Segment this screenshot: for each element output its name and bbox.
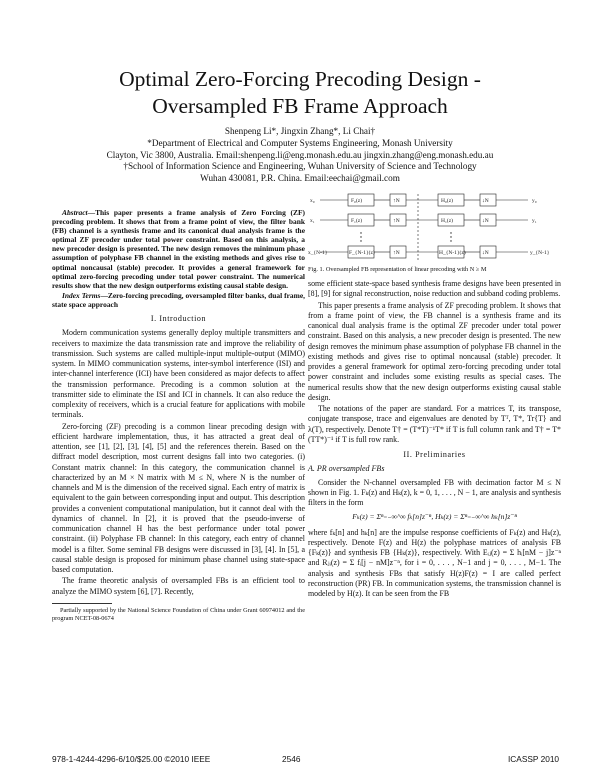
label-input-n: x_{N-1} [308, 250, 328, 256]
title-line-2: Oversampled FB Frame Approach [152, 94, 448, 118]
abstract [52, 208, 305, 290]
keywords-text: —Zero-forcing precoding, oversampled filter banks, dual frame, state space approach [52, 290, 305, 309]
intro-paragraph-3: The frame theoretic analysis of oversampled FBs is an efficient tool to analyze the MIMO system [6], [7]. Recently, [52, 576, 305, 596]
label-output-0: y₀ [532, 198, 537, 204]
filter-bank-diagram [308, 190, 561, 264]
figure-1 [308, 190, 561, 264]
abstract-text: —This paper presents a frame analysis of Zero Forcing (ZF) precoding problem. It shows that from a frame point of view, the filter bank (FB) channel is a synthesis frame and its canonical dual analysis frame is the optimal ZF precoder under total power constraint. Based on this analysis, a new precoder design is presented. The new design removes the minimum phase assumption of polyphase FB channel in the existing methods and gives rise to optimal noncausal (stable) precoder. It provides a general framework for optimal zero-forcing precoding under total power constraint. The numerical results show that the new design outperforms existing causal stable design. [52, 208, 305, 290]
right-paragraph-3: The notations of the paper are standard. For a matrices T, its transpose, conjugate transpose, trace and eigenvalues are denoted by Tᵀ, T*, Tr{T} and λ(T), respectively. Denote T† = (T*T)⁻¹T* if T is full column rank and T† = T*(TT*)⁻¹ if T is full row rank. [308, 404, 561, 444]
funding-footnote: Partially supported by the National Science Foundation of China under Grant 60974012 and the program NCET-08-0674 [52, 606, 305, 622]
index-terms [52, 291, 305, 309]
label-down-1: ↓N [482, 218, 489, 224]
right-paragraph-1: some efficient state-space based synthesis frame designs have been presented in [8], [9] for signal reconstruction, noise reduction and subband coding problems. [308, 279, 561, 299]
intro-paragraph-1: Modern communication systems generally deploy multiple transmitters and receivers to maximize the data transmission rate and improve the reliability of transmission. Such systems are called multiple-input multiple-output (MIMO) system. In MIMO communication systems, inter-symbol interference (ISI) and inter-channel interference (ICI) have been considered as major defects to affect the transmission performance. Precoding is a common solution at the transmitter side to eliminate the ISI and ICI in channels. It can also reduce the complexity of receivers, which is a crucial feature for applications with mobile terminals. [52, 328, 305, 420]
label-up-0: ↑N [393, 198, 400, 204]
keywords-label: Index Terms [62, 290, 101, 300]
section-heading-introduction: I. Introduction [150, 314, 207, 324]
page-number: 2546 [282, 754, 301, 764]
author-names: Shenpeng Li*, Jingxin Zhang*, Li Chai† [224, 126, 376, 136]
affiliation-2: Clayton, Vic 3800, Australia. Email:shenpeng.li@eng.monash.edu.au jingxin.zhang@eng.monash.edu.au [106, 149, 494, 160]
prelim-paragraph-2: where fₖ[n] and hₖ[n] are the impulse response coefficients of Fₖ(z) and Hₖ(z), respectively. Denote F(z) and H(z) the polyphase matrices of analysis FB {Fₖ(z)} and synthesis FB {Hₖ(z)}, respectively. With Eᵢⱼ(z) = Σ hᵢ[nM − j]z⁻ⁿ and Rⱼᵢ(z) = Σ fᵢ[j − nM]z⁻ⁿ, for i = 0, . . . , N−1 and j = 0, . . . , M−1. The analysis and synthesis FBs that satisfy H(z)F(z) = I are called perfect reconstruction (PR) FB. In communication systems, the transmission channel is modeled by H(z). It can be seen from the FB [308, 527, 561, 598]
label-up-1: ↑N [393, 218, 400, 224]
label-filter-h1: H₁(z) [441, 218, 453, 224]
label-input-1: x₁ [310, 218, 315, 224]
author-block [40, 126, 560, 185]
equation-1: Fₖ(z) = Σⁿ₌₋∞^∞ fₖ[n]z⁻ⁿ, Hₖ(z) = Σⁿ₌₋∞^∞ hₖ[n]z⁻ⁿ [352, 512, 517, 522]
label-up-n: ↑N [393, 250, 400, 256]
section-heading-preliminaries: II. Preliminaries [403, 450, 466, 459]
label-output-n: y_{N-1} [530, 250, 550, 256]
prelim-paragraph-1: Consider the N-channel oversampled FB with decimation factor M ≤ N shown in Fig. 1. Fₖ(z) and Hₖ(z), k = 0, 1, . . . , N − 1, are analysis and synthesis filters in the form [308, 477, 561, 507]
paper-title [40, 66, 560, 120]
subsection-heading-pr-fbs: A. PR oversampled FBs [308, 464, 385, 474]
abstract-label: Abstract [62, 208, 88, 217]
copyright-notice: 978-1-4244-4296-6/10/$25.00 ©2010 IEEE [52, 754, 211, 764]
affiliation-3: †School of Information Science and Engineering, Wuhan University of Science and Technology [123, 161, 477, 172]
left-column [52, 208, 305, 622]
figure-caption: Fig. 1. Oversampled FB representation of linear precoding with N ≥ M [308, 266, 487, 273]
affiliation-1: *Department of Electrical and Computer Systems Engineering, Monash University [147, 137, 453, 148]
footnote-divider [52, 603, 112, 604]
label-down-0: ↓N [482, 198, 489, 204]
label-output-1: y₁ [532, 218, 537, 224]
label-down-n: ↓N [482, 250, 489, 256]
title-line-1: Optimal Zero-Forcing Precoding Design - [119, 67, 481, 91]
right-paragraph-2: This paper presents a frame analysis of ZF precoding problem. It shows that from a frame point of view, the FB channel is a synthesis frame and its canonical dual analysis frame is the optimal ZF precoder under total power constraint. Based on this analysis, a new precoder design is presented. The new design removes the minimum phase assumption of polyphase FB channel in the existing methods and gives rise to optimal noncausal (stable) precoder. It provides a general framework for optimal zero-forcing precoding under total power constraint and includes some existing results as special cases. The numerical results show that the new design outperforms existing causal stable design. [308, 300, 561, 402]
label-filter-h0: H₀(z) [441, 198, 453, 204]
label-filter-fn: F_{N-1}(z) [349, 250, 375, 256]
label-filter-f0: F₀(z) [351, 198, 363, 204]
label-filter-hn: H_{N-1}(z) [439, 250, 466, 256]
label-input-0: x₀ [310, 198, 315, 204]
right-column [308, 190, 561, 600]
conference-name: ICASSP 2010 [508, 754, 560, 764]
affiliation-4: Wuhan 430081, P.R. China. Email:eechai@gmail.com [200, 173, 400, 184]
label-filter-f1: F₁(z) [351, 218, 363, 224]
intro-paragraph-2: Zero-forcing (ZF) precoding is a common linear precoding design with efficient hardware implementation, thus, it has attracted a great deal of attention, see [1], [2], [3], [4], [5] and the references therein. Based on the diffract model description, most current designs fall into two categories. (i) Constant matrix channel: In this category, the communication channel is characterized by an M × N matrix with M ≤ N, where N is the number of channels and M is the dimension of the received signal. Each entry of matrix is equivalent to the gain between corresponding input and output. This description provides a convenient computational manipulation, but it cannot deal with the dynamics of channel. In [2], it is proved that the pseudo-inverse of communication channel H has the best performance under total power constraint. (ii) Polyphase FB channel: In this category, each entry of channel model is a filter. Some seminal FB designs were discussed in [3], [4]. In [5], a causal stable design is proposed for minimum phase channel using state-space based computation. [52, 421, 305, 575]
